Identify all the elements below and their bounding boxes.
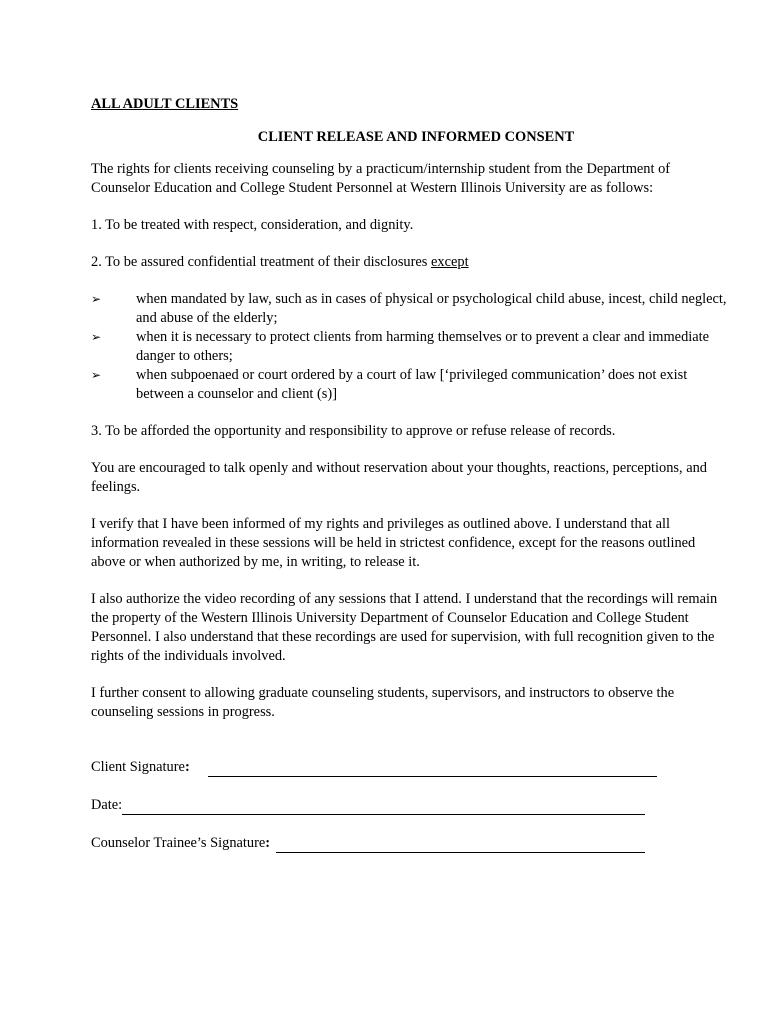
right-2 xyxy=(91,253,731,272)
consent-form-page xyxy=(91,95,731,872)
section-heading: ALL ADULT CLIENTS xyxy=(91,96,239,112)
document-title: CLIENT RELEASE AND INFORMED CONSENT xyxy=(257,129,575,145)
client-signature-field[interactable] xyxy=(208,761,657,777)
list-item xyxy=(91,366,731,404)
right-2-text: 2. To be assured confidential treatment of their disclosures xyxy=(91,254,432,270)
counselor-signature-colon: : xyxy=(265,835,271,851)
consent-paragraph: I further consent to allowing graduate counseling students, supervisors, and instructors to observe the counseling sessions in progress. xyxy=(91,685,675,720)
counselor-signature-label-text: Counselor Trainee’s Signature xyxy=(91,835,266,851)
date-field[interactable] xyxy=(122,799,645,815)
list-item-text: when it is necessary to protect clients from harming themselves or to prevent a clear and immediate danger to others; xyxy=(136,329,710,364)
counselor-signature-label xyxy=(91,834,270,853)
video-paragraph: I also authorize the video recording of any sessions that I attend. I understand that the recordings will remain the property of the Western Illinois University Department of Counselor Education and College Student Personnel. I also understand that these recordings are used for supervision, with full recognition given to the rights of the individuals involved. xyxy=(91,591,718,664)
client-signature-row xyxy=(91,758,731,777)
right-3: 3. To be afforded the opportunity and responsibility to approve or refuse release of records. xyxy=(91,423,616,439)
counselor-signature-field[interactable] xyxy=(276,837,645,853)
counselor-signature-row xyxy=(91,834,731,853)
date-row xyxy=(91,796,731,815)
arrow-bullet-icon: ➢ xyxy=(91,292,102,306)
right-1: 1. To be treated with respect, consideration, and dignity. xyxy=(91,217,414,233)
list-item xyxy=(91,328,731,366)
intro-paragraph: The rights for clients receiving counseling by a practicum/internship student from the Department of Counselor Education and College Student Personnel at Western Illinois University are as follows: xyxy=(91,161,671,196)
arrow-bullet-icon: ➢ xyxy=(91,368,102,382)
client-signature-colon: : xyxy=(184,759,190,775)
encourage-paragraph: You are encouraged to talk openly and without reservation about your thoughts, reactions, perceptions, and feelings. xyxy=(91,460,707,495)
exceptions-list xyxy=(91,290,731,404)
list-item xyxy=(91,290,731,328)
client-signature-label xyxy=(91,758,190,777)
signature-block xyxy=(91,758,731,853)
date-label: Date: xyxy=(91,797,123,813)
right-2-except: except xyxy=(431,254,469,270)
list-item-text: when mandated by law, such as in cases of physical or psychological child abuse, incest, child neglect, and abuse of the elderly; xyxy=(136,291,727,326)
list-item-text: when subpoenaed or court ordered by a court of law [‘privileged communication’ does not exist between a counselor and client (s)] xyxy=(136,367,688,402)
arrow-bullet-icon: ➢ xyxy=(91,330,102,344)
verify-paragraph: I verify that I have been informed of my rights and privileges as outlined above. I understand that all information revealed in these sessions will be held in strictest confidence, except for the reasons outlined above or when authorized by me, in writing, to release it. xyxy=(91,516,696,570)
client-signature-label-text: Client Signature xyxy=(91,759,185,775)
